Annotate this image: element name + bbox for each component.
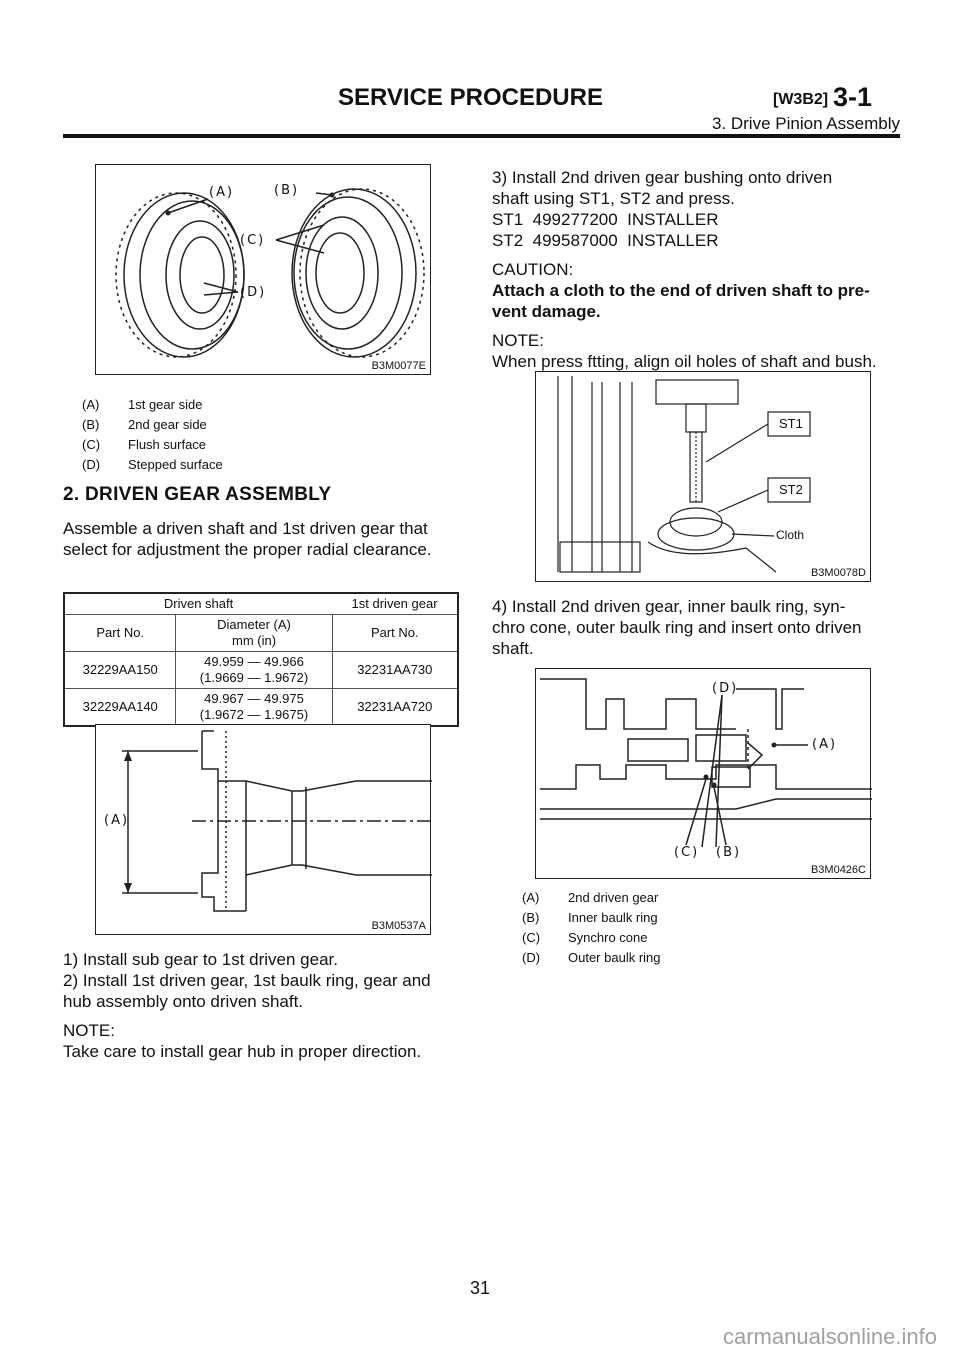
table-group-header: Driven shaft	[64, 593, 332, 615]
figure-shaft-diameter	[95, 724, 431, 935]
tool-label-st1: ST1	[779, 416, 803, 431]
figure-cross-section	[535, 668, 871, 879]
step-4: 4) Install 2nd driven gear, inner baulk ring, syn-	[492, 597, 846, 616]
step-3-cont: shaft using ST1, ST2 and press.	[492, 189, 735, 208]
note-title: NOTE:	[63, 1021, 115, 1040]
synchro-sleeve-drawing	[96, 165, 432, 376]
legend-item: (B) 2nd gear side	[82, 417, 207, 432]
cloth-label: Cloth	[776, 528, 805, 542]
table-header: Diameter (A) mm (in)	[176, 615, 332, 652]
figure-label-c: (C)	[240, 233, 266, 248]
press-tools-drawing	[536, 372, 872, 583]
table-row: 32229AA150 49.959 — 49.966 (1.9669 — 1.9672) 32231AA730	[64, 652, 458, 689]
header-rule	[63, 134, 900, 138]
figure-label-a: (A)	[104, 813, 130, 828]
legend-item: (C) Flush surface	[82, 437, 207, 452]
watermark: carmanualsonline.info	[722, 1324, 937, 1349]
legend-item: (B) Inner baulk ring	[522, 910, 658, 925]
figure-press-tools	[535, 371, 871, 582]
figure-label-d: (D)	[712, 681, 739, 696]
table-header: Part No.	[332, 615, 458, 652]
note-title: NOTE:	[492, 331, 544, 350]
step-4-cont: chro cone, outer baulk ring and insert onto driven	[492, 618, 862, 637]
caution-title: CAUTION:	[492, 260, 574, 279]
legend-item: (D) Stepped surface	[82, 457, 223, 472]
shaft-diameter-drawing	[96, 725, 432, 936]
figure-label-c: (C)	[674, 845, 700, 860]
section-heading: 2. DRIVEN GEAR ASSEMBLY	[63, 484, 332, 505]
figure4-legend	[522, 890, 661, 970]
page-title: SERVICE PROCEDURE	[338, 84, 603, 111]
figure-label-a: (A)	[812, 737, 838, 752]
step-3: 3) Install 2nd driven gear bushing onto driven	[492, 168, 833, 187]
tool-label-st2: ST2	[779, 482, 803, 497]
legend-item: (C) Synchro cone	[522, 930, 648, 945]
figure-label-a: (A)	[209, 185, 235, 200]
figure-code: B3M0077E	[371, 360, 426, 372]
cross-section-drawing	[536, 669, 872, 880]
legend-item: (D) Outer baulk ring	[522, 950, 661, 965]
note-text: Take care to install gear hub in proper direction.	[63, 1042, 422, 1061]
tool-st1: ST1 499277200 INSTALLER	[492, 210, 719, 229]
figure-label-b: (B)	[716, 845, 742, 860]
step-2-cont: hub assembly onto driven shaft.	[63, 992, 304, 1011]
note-text: When press ftting, align oil holes of shaft and bush.	[492, 352, 877, 371]
page-number: 31	[469, 1278, 491, 1298]
figure1-legend	[82, 397, 223, 477]
section-number: 3-1	[833, 82, 873, 112]
figure-code: B3M0426C	[810, 864, 866, 876]
step-4-cont: shaft.	[492, 639, 534, 658]
section-code: [W3B2]	[773, 91, 829, 108]
table-header: Part No.	[64, 615, 176, 652]
figure-label-b: (B)	[274, 183, 300, 198]
section-intro-line: select for adjustment the proper radial clearance.	[63, 540, 432, 559]
table-group-header: 1st driven gear	[332, 593, 458, 615]
table-row: 32229AA140 49.967 — 49.975 (1.9672 — 1.9675) 32231AA720	[64, 689, 458, 727]
figure-code: B3M0537A	[371, 920, 426, 932]
legend-item: (A) 2nd driven gear	[522, 890, 659, 905]
section-intro-line: Assemble a driven shaft and 1st driven gear that	[63, 519, 428, 538]
page-subtitle: 3. Drive Pinion Assembly	[711, 114, 900, 133]
spec-table	[63, 592, 459, 727]
figure-code: B3M0078D	[810, 567, 866, 579]
step-1: 1) Install sub gear to 1st driven gear.	[63, 950, 338, 969]
tool-st2: ST2 499587000 INSTALLER	[492, 231, 719, 250]
figure-label-d: (D)	[240, 285, 267, 300]
caution-text-cont: vent damage.	[492, 302, 601, 321]
figure-synchro-sleeve	[95, 164, 431, 375]
caution-text: Attach a cloth to the end of driven shaft to pre-	[492, 281, 870, 300]
legend-item: (A) 1st gear side	[82, 397, 203, 412]
step-2: 2) Install 1st driven gear, 1st baulk ring, gear and	[63, 971, 431, 990]
